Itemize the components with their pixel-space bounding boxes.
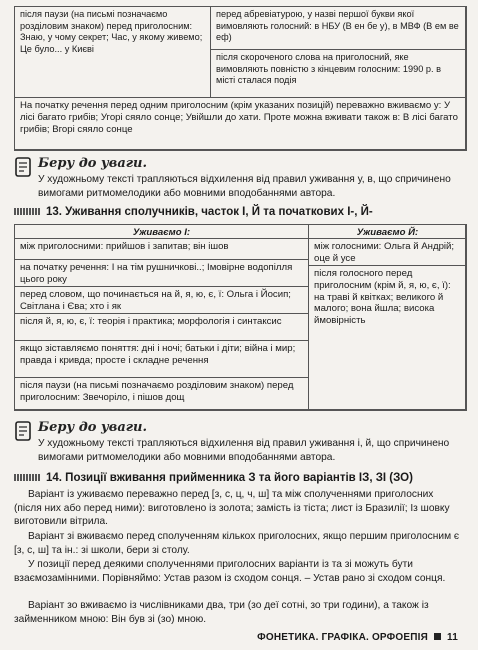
paragraph: Варіант зі вживаємо перед сполученням кількох приголосних, якщо першим приголосним є [з, с, ш] та ін.: зі школи, бери зі столу. [14, 531, 460, 556]
paragraph: Варіант із уживаємо переважно перед [з, с, ц, ч, ш] та між сполученнями приголосних (після них або перед ними): виготовлено із золота; замість із тіста; лист із Бразилії; Із шовку виготовили вітрила. [14, 489, 450, 528]
cell-text: після паузи (на письмі позначаємо розділовим знаком) перед приголосним: Знаю, у чому секрет; Час, у якому живемо; Це було... у Києві [20, 9, 203, 54]
notebook-icon [14, 420, 32, 442]
col1-row: після й, я, ю, є, ї: теорія і практика; морфологія і синтаксис [14, 313, 309, 341]
notebook-icon [14, 156, 32, 178]
paragraph: Варіант зо вживаємо із числівниками два, три (зо деї сотні, зо три години), а також із займенником мною: Він був зі (зо) мною. [14, 600, 429, 625]
top-table [14, 6, 466, 150]
note-title: Беру до уваги. [38, 156, 148, 171]
section-13-title [14, 206, 373, 218]
top-table-right-cell-2 [210, 49, 467, 98]
note-text: У художньому тексті трапляються відхилення від правил уживання у, в, що спричинено вимогами ритмомелодики або мовними вподобаннями автора. [38, 174, 451, 199]
note-title: Беру до уваги. [38, 420, 148, 435]
square-icon [434, 633, 441, 640]
note-box-1 [14, 156, 470, 202]
col1-header: Уживаємо І: [14, 224, 309, 239]
col1-row: перед словом, що починається на й, я, ю, є, ї: Ольга і Йосип; Світлана і Єва; хто і як [14, 286, 309, 314]
top-table-bottom-cell [14, 97, 467, 151]
col2-row: після голосного перед приголосним (крім й, я, ю, є, ї): на траві й квітках; великого й малого; вона йшла; висока ймовірність [308, 265, 467, 411]
cell-text: На початку речення перед одним приголосним (крім указаних позицій) переважно вживаємо у: У лісі багато грибів; Угорі сяяло сонце; Увійшли до хати. Проте можна вживати також в: В лісі багато грибів; Вгорі сяяло сонце [20, 100, 458, 136]
paragraph: У позиції перед деякими сполученнями приголосних варіанти із та зі можуть бути взаємозамінними. Порівняймо: Устав разом із сходом сонця. – Устав рано зі сходом сонця. [14, 559, 446, 584]
section-marker-icon [14, 474, 40, 481]
note-text: У художньому тексті трапляються відхилення від правил уживання і, й, що спричинено вимогами ритмомелодики або мовними вподобаннями автора. [38, 438, 450, 463]
page-footer [257, 632, 458, 643]
footer-section: ФОНЕТИКА. ГРАФІКА. ОРФОЕПІЯ [257, 632, 429, 643]
col1-row: між приголосними: прийшов і запитав; він ішов [14, 238, 309, 260]
section-title-text: 13. Уживання сполучників, часток І, Й та початкових І-, Й- [46, 206, 373, 218]
page-number: 11 [447, 632, 458, 643]
section-13-table [14, 224, 466, 410]
col1-row: якщо зіставляємо поняття: дні і ночі; батьки і діти; війна і мир; правда і кривда; просте і складне речення [14, 340, 309, 378]
section-title-text: 14. Позиції вживання прийменника З та його варіантів ІЗ, ЗІ (ЗО) [46, 472, 413, 484]
col1-row: на початку речення: І на тім рушничкові..; Імовірне водопілля цього року [14, 259, 309, 287]
col2-header: Уживаємо Й: [308, 224, 467, 239]
col1-row: після паузи (на письмі позначаємо розділовим знаком) перед приголосним: Звечоріло, і пішов дощ [14, 377, 309, 411]
note-box-2 [14, 420, 470, 466]
col2-row: між голосними: Ольга й Андрій; оце й усе [308, 238, 467, 266]
cell-text: перед абревіатурою, у назві першої букви якої вимовляють голосний: в НБУ (В ен бе у), в МВФ (В ем ве еф) [216, 9, 459, 43]
top-table-left-cell [14, 6, 211, 98]
section-14-title [14, 472, 413, 484]
top-table-right-cell-1 [210, 6, 467, 50]
section-marker-icon [14, 208, 40, 215]
cell-text: після скороченого слова на приголосний, яке вимовляють повністю з кінцевим голосним: 1990 р. в місті сталася подія [216, 52, 441, 86]
